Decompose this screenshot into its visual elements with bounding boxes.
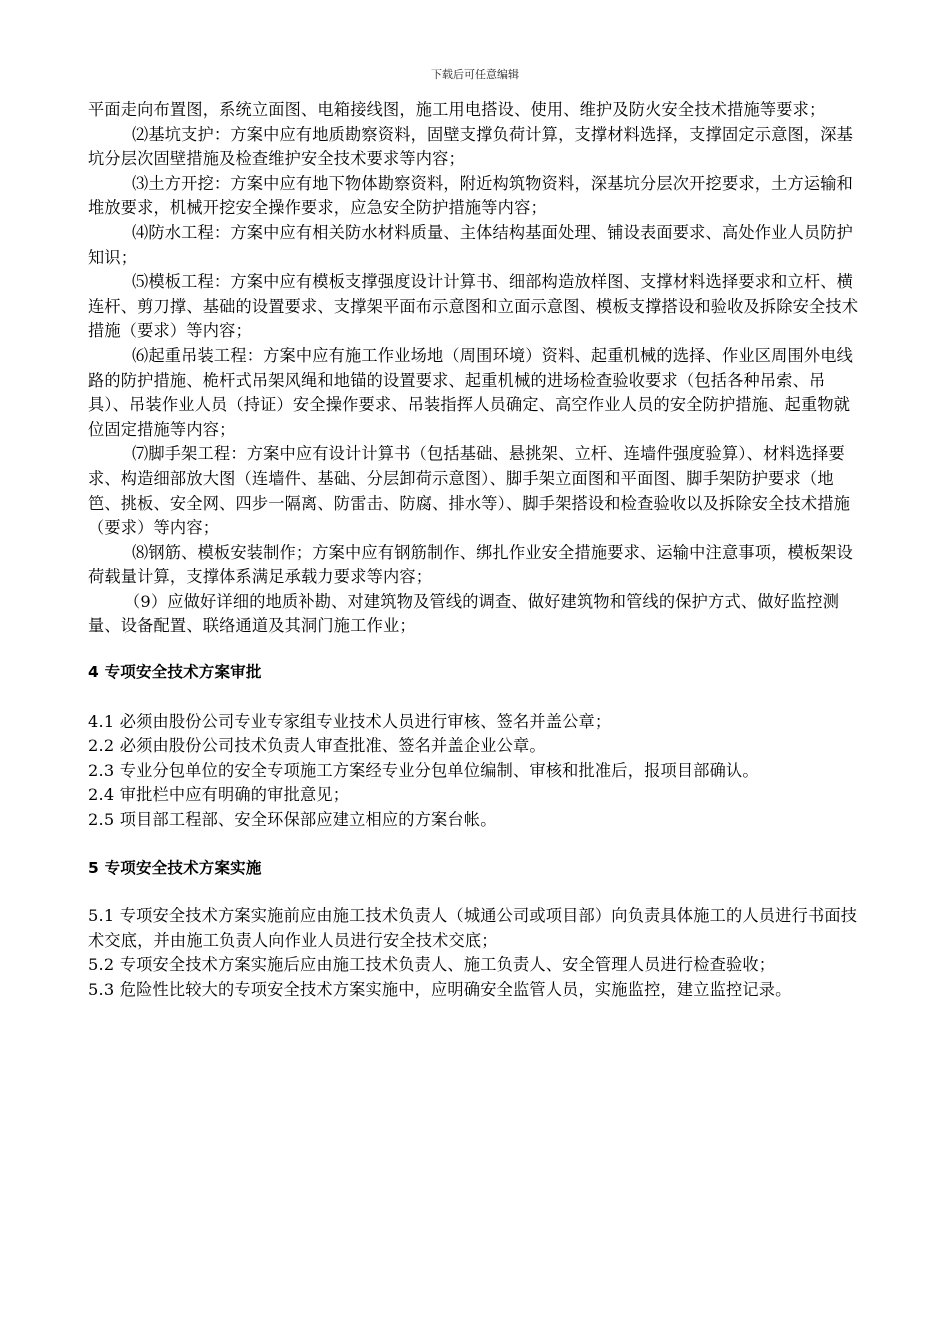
approval-item-4: 2.4 审批栏中应有明确的审批意见； [88, 785, 350, 805]
paragraph-formwork: ⑸模板工程：方案中应有模板支撑强度设计计算书、细部构造放样图、支撑材料选择要求和立杆、横连杆、剪刀撑、基础的设置要求、支撑架平面布示意图和立面示意图、模板支撑搭设和验收及拆除安全技术措施（要求）等内容； [88, 272, 859, 341]
paragraph-rebar-formwork: ⑻钢筋、模板安装制作；方案中应有钢筋制作、绑扎作业安全措施要求、运输中注意事项，模板架设荷载量计算，支撑体系满足承载力要求等内容； [88, 542, 854, 587]
approval-item-3: 2.3 专业分包单位的安全专项施工方案经专业分包单位编制、审核和批准后，报项目部确认。 [88, 760, 759, 780]
approval-item-1: 4.1 必须由股份公司专业专家组专业技术人员进行审核、签名并盖公章； [88, 711, 612, 731]
approval-item-5: 2.5 项目部工程部、安全环保部应建立相应的方案台帐。 [88, 810, 497, 830]
paragraph-foundation-support: ⑵基坑支护：方案中应有地质勘察资料，固壁支撑负荷计算，支撑材料选择，支撑固定示意图，深基坑分层次固壁措施及检查维护安全技术要求等内容； [88, 124, 854, 169]
section-heading-approval: 4 专项安全技术方案审批 [88, 663, 262, 682]
implementation-item-2: 5.2 专项安全技术方案实施后应由施工技术负责人、施工负责人、安全管理人员进行检查验收； [88, 955, 776, 975]
paragraph-scaffolding: ⑺脚手架工程：方案中应有设计计算书（包括基础、悬挑架、立杆、连墙件强度验算）、材料选择要求、构造细部放大图（连墙件、基础、分层卸荷示意图）、脚手架立面图和平面图、脚手架防护要求（地笆、挑板、安全网、四步一隔离、防雷击、防腐、排水等）、脚手架搭设和检查验收以及拆除安全技术措施（要求）等内容； [88, 444, 851, 538]
implementation-item-1: 5.1 专项安全技术方案实施前应由施工技术负责人（城通公司或项目部）向负责具体施工的人员进行书面技术交底，并由施工负责人向作业人员进行安全技术交底； [88, 906, 858, 950]
section-heading-implementation: 5 专项安全技术方案实施 [88, 858, 262, 877]
document-body [88, 98, 866, 1003]
paragraph-waterproofing: ⑷防水工程：方案中应有相关防水材料质量、主体结构基面处理、铺设表面要求、高处作业人员防护知识； [88, 222, 854, 267]
paragraph-earthwork: ⑶土方开挖：方案中应有地下物体勘察资料，附近构筑物资料，深基坑分层次开挖要求，土方运输和堆放要求，机械开挖安全操作要求，应急安全防护措施等内容； [88, 173, 854, 218]
page-header: 下载后可任意编辑 [431, 68, 519, 81]
paragraph-lifting: ⑹起重吊装工程：方案中应有施工作业场地（周围环境）资料、起重机械的选择、作业区周围外电线路的防护措施、桅杆式吊架风绳和地锚的设置要求、起重机械的进场检查验收要求（包括各种吊索、吊具）、吊装作业人员（持证）安全操作要求、吊装指挥人员确定、高空作业人员的安全防护措施、起重物就位固定措施等内容； [88, 345, 854, 439]
approval-item-2: 2.2 必须由股份公司技术负责人审查批准、签名并盖企业公章。 [88, 736, 546, 756]
paragraph-geology-survey: （9）应做好详细的地质补勘、对建筑物及管线的调查、做好建筑物和管线的保护方式、做好监控测量、设备配置、联络通道及其洞门施工作业； [88, 591, 840, 636]
implementation-item-3: 5.3 危险性比较大的专项安全技术方案实施中，应明确安全监管人员，实施监控，建立监控记录。 [88, 980, 792, 999]
paragraph-intro: 平面走向布置图，系统立面图、电箱接线图，施工用电搭设、使用、维护及防火安全技术措施等要求； [88, 100, 826, 119]
